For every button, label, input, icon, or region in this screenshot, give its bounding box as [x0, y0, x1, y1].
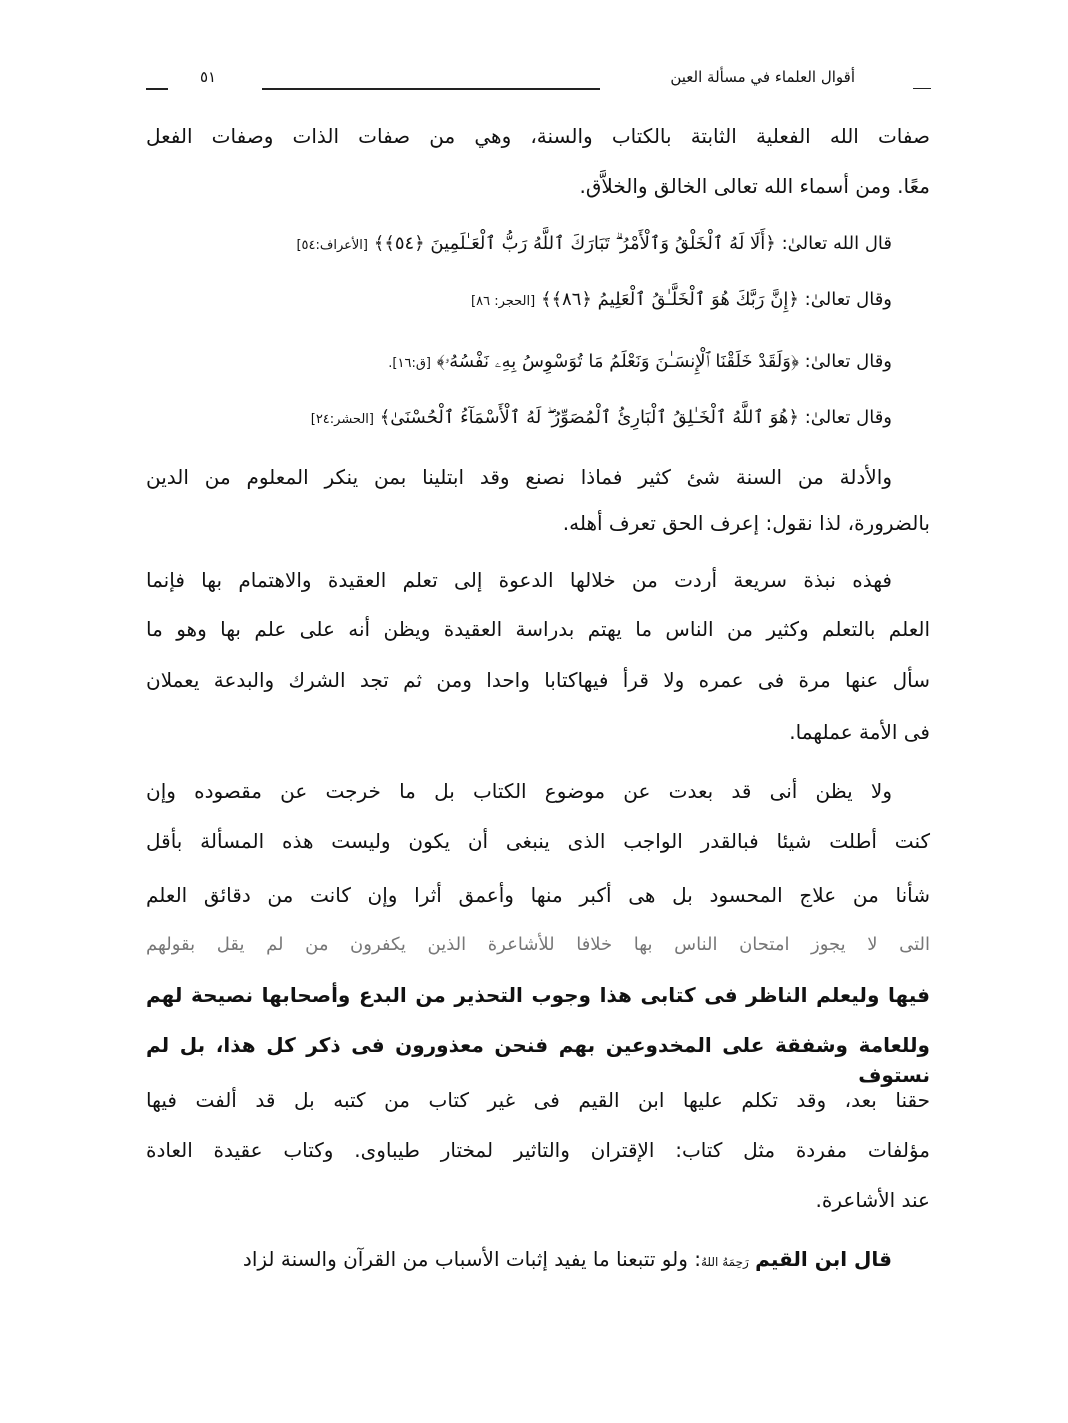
quran-line [146, 403, 930, 433]
text-line: حقنا بعد، وقد تكلم عليها ابن القيم فى غير كتاب من كتبه بل قد ألفت فيها [146, 1088, 930, 1112]
text-line: صفات الله الفعلية الثابتة بالكتاب والسنة، وهي من صفات الذات وصفات الفعل [146, 124, 930, 148]
header-dash-right [913, 88, 931, 89]
text-line: كنت أطلت شيئا فبالقدر الواجب الذى ينبغى أن يكون وليست هذه المسألة بأقل [146, 829, 930, 853]
quran-line [146, 347, 930, 377]
verse-ref: [الأعراف:٥٤] [296, 238, 368, 253]
verse: وقال تعالىٰ: ﴿هُوَ ٱللَّهُ ٱلْخَـٰلِقُ ٱلْبَارِئُ ٱلْمُصَوِّرُ ۖ لَهُ ٱلْأَسْمَآءُ ٱلْحُسْنَىٰ﴾ [379, 407, 892, 428]
text-line: سأل عنها مرة فى عمره ولا قرأ فيهاكتابا واحدا ومن ثم تجد الشرك والبدعة يعملان [146, 668, 930, 692]
header-title: أقوال العلماء في مسألة العين [670, 68, 855, 86]
text-line: فيها وليعلم الناظر فى كتابى هذا وجوب التحذير من البدع وأصحابها نصيحة لهم [146, 983, 930, 1007]
text-line: عند الأشاعرة. [815, 1188, 930, 1212]
text-line: فى الأمة عملهما. [789, 720, 930, 744]
text-line: مؤلفات مفردة مثل كتاب: الإقتران والتاثير لمختار طيباوى. وكتاب عقيدة العادة [146, 1138, 930, 1162]
text-line: معًا. ومن أسماء الله تعالى الخالق والخلاَّق. [579, 174, 930, 198]
page-number: ٥١ [200, 68, 217, 86]
verse: قال الله تعالىٰ: ﴿أَلَا لَهُ ٱلْخَلْقُ وَٱلْأَمْرُ ۗ تَبَارَكَ ٱللَّهُ رَبُّ ٱلْعَـٰلَمِينَ ﴿٥٤﴾﴾ [373, 233, 892, 254]
text-line: العلم بالتعلم وكثير من الناس ما يهتم بدراسة العقيدة ويظن أنه على علم بها وهو ما [146, 617, 930, 641]
quran-line [146, 285, 930, 315]
text-line: شأنا من علاج المحسود بل هى أكبر منها وأعمق أثرا وإن كانت من دقائق العلم [146, 883, 930, 907]
header-rule [262, 88, 600, 90]
text-line: فهذه نبذة سريعة أردت من خلالها الدعوة إلى تعلم العقيدة والاهتمام بها فإنما [146, 568, 892, 592]
quran-line [146, 229, 930, 259]
text-line [146, 1244, 930, 1274]
text-line: التى لا يجوز امتحان الناس بها خلافا للأشاعرة الذين يكفرون من لم يقل بقولهم [146, 934, 930, 955]
text-line: ولا يظن أنى قد بعدت عن موضوع الكتاب بل ما خرجت عن مقصوده وإن [146, 779, 892, 803]
header-dash-left [146, 88, 168, 90]
verse-ref: [الحجر: ٨٦] [471, 294, 536, 309]
verse: وقال تعالىٰ: ﴿إِنَّ رَبَّكَ هُوَ ٱلْخَلَّـٰقُ ٱلْعَلِيمُ ﴿٨٦﴾﴾ [540, 289, 892, 310]
speaker: قال ابن القيم [755, 1247, 892, 1271]
verse: وقال تعالىٰ: ﴿وَلَقَدْ خَلَقْنَا ٱلْإِنسَـٰنَ وَنَعْلَمُ مَا تُوَسْوِسُ بِهِۦ نَفْسُهُۥ﴾ [436, 351, 892, 372]
text-line: وللعامة وشفقة على المخدوعين بهم فنحن معذورون فى ذكر كل هذا، بل لم نستوف [146, 1033, 930, 1087]
text-line: بالضرورة، لذا نقول: إعرف الحق تعرف أهله. [562, 511, 930, 535]
quote-text: : ولو تتبعنا ما يفيد إثبات الأسباب من القرآن والسنة لزاد [242, 1247, 701, 1271]
verse-ref: [ق:١٦]. [388, 356, 432, 371]
text-line: والأدلة من السنة شئ كثير فماذا نصنع وقد ابتلينا بمن ينكر المعلوم من الدين [146, 465, 892, 489]
honorific-glyph: رَحِمَهُ اللهُ [700, 1255, 749, 1269]
verse-ref: [الحشر:٢٤] [310, 412, 374, 427]
